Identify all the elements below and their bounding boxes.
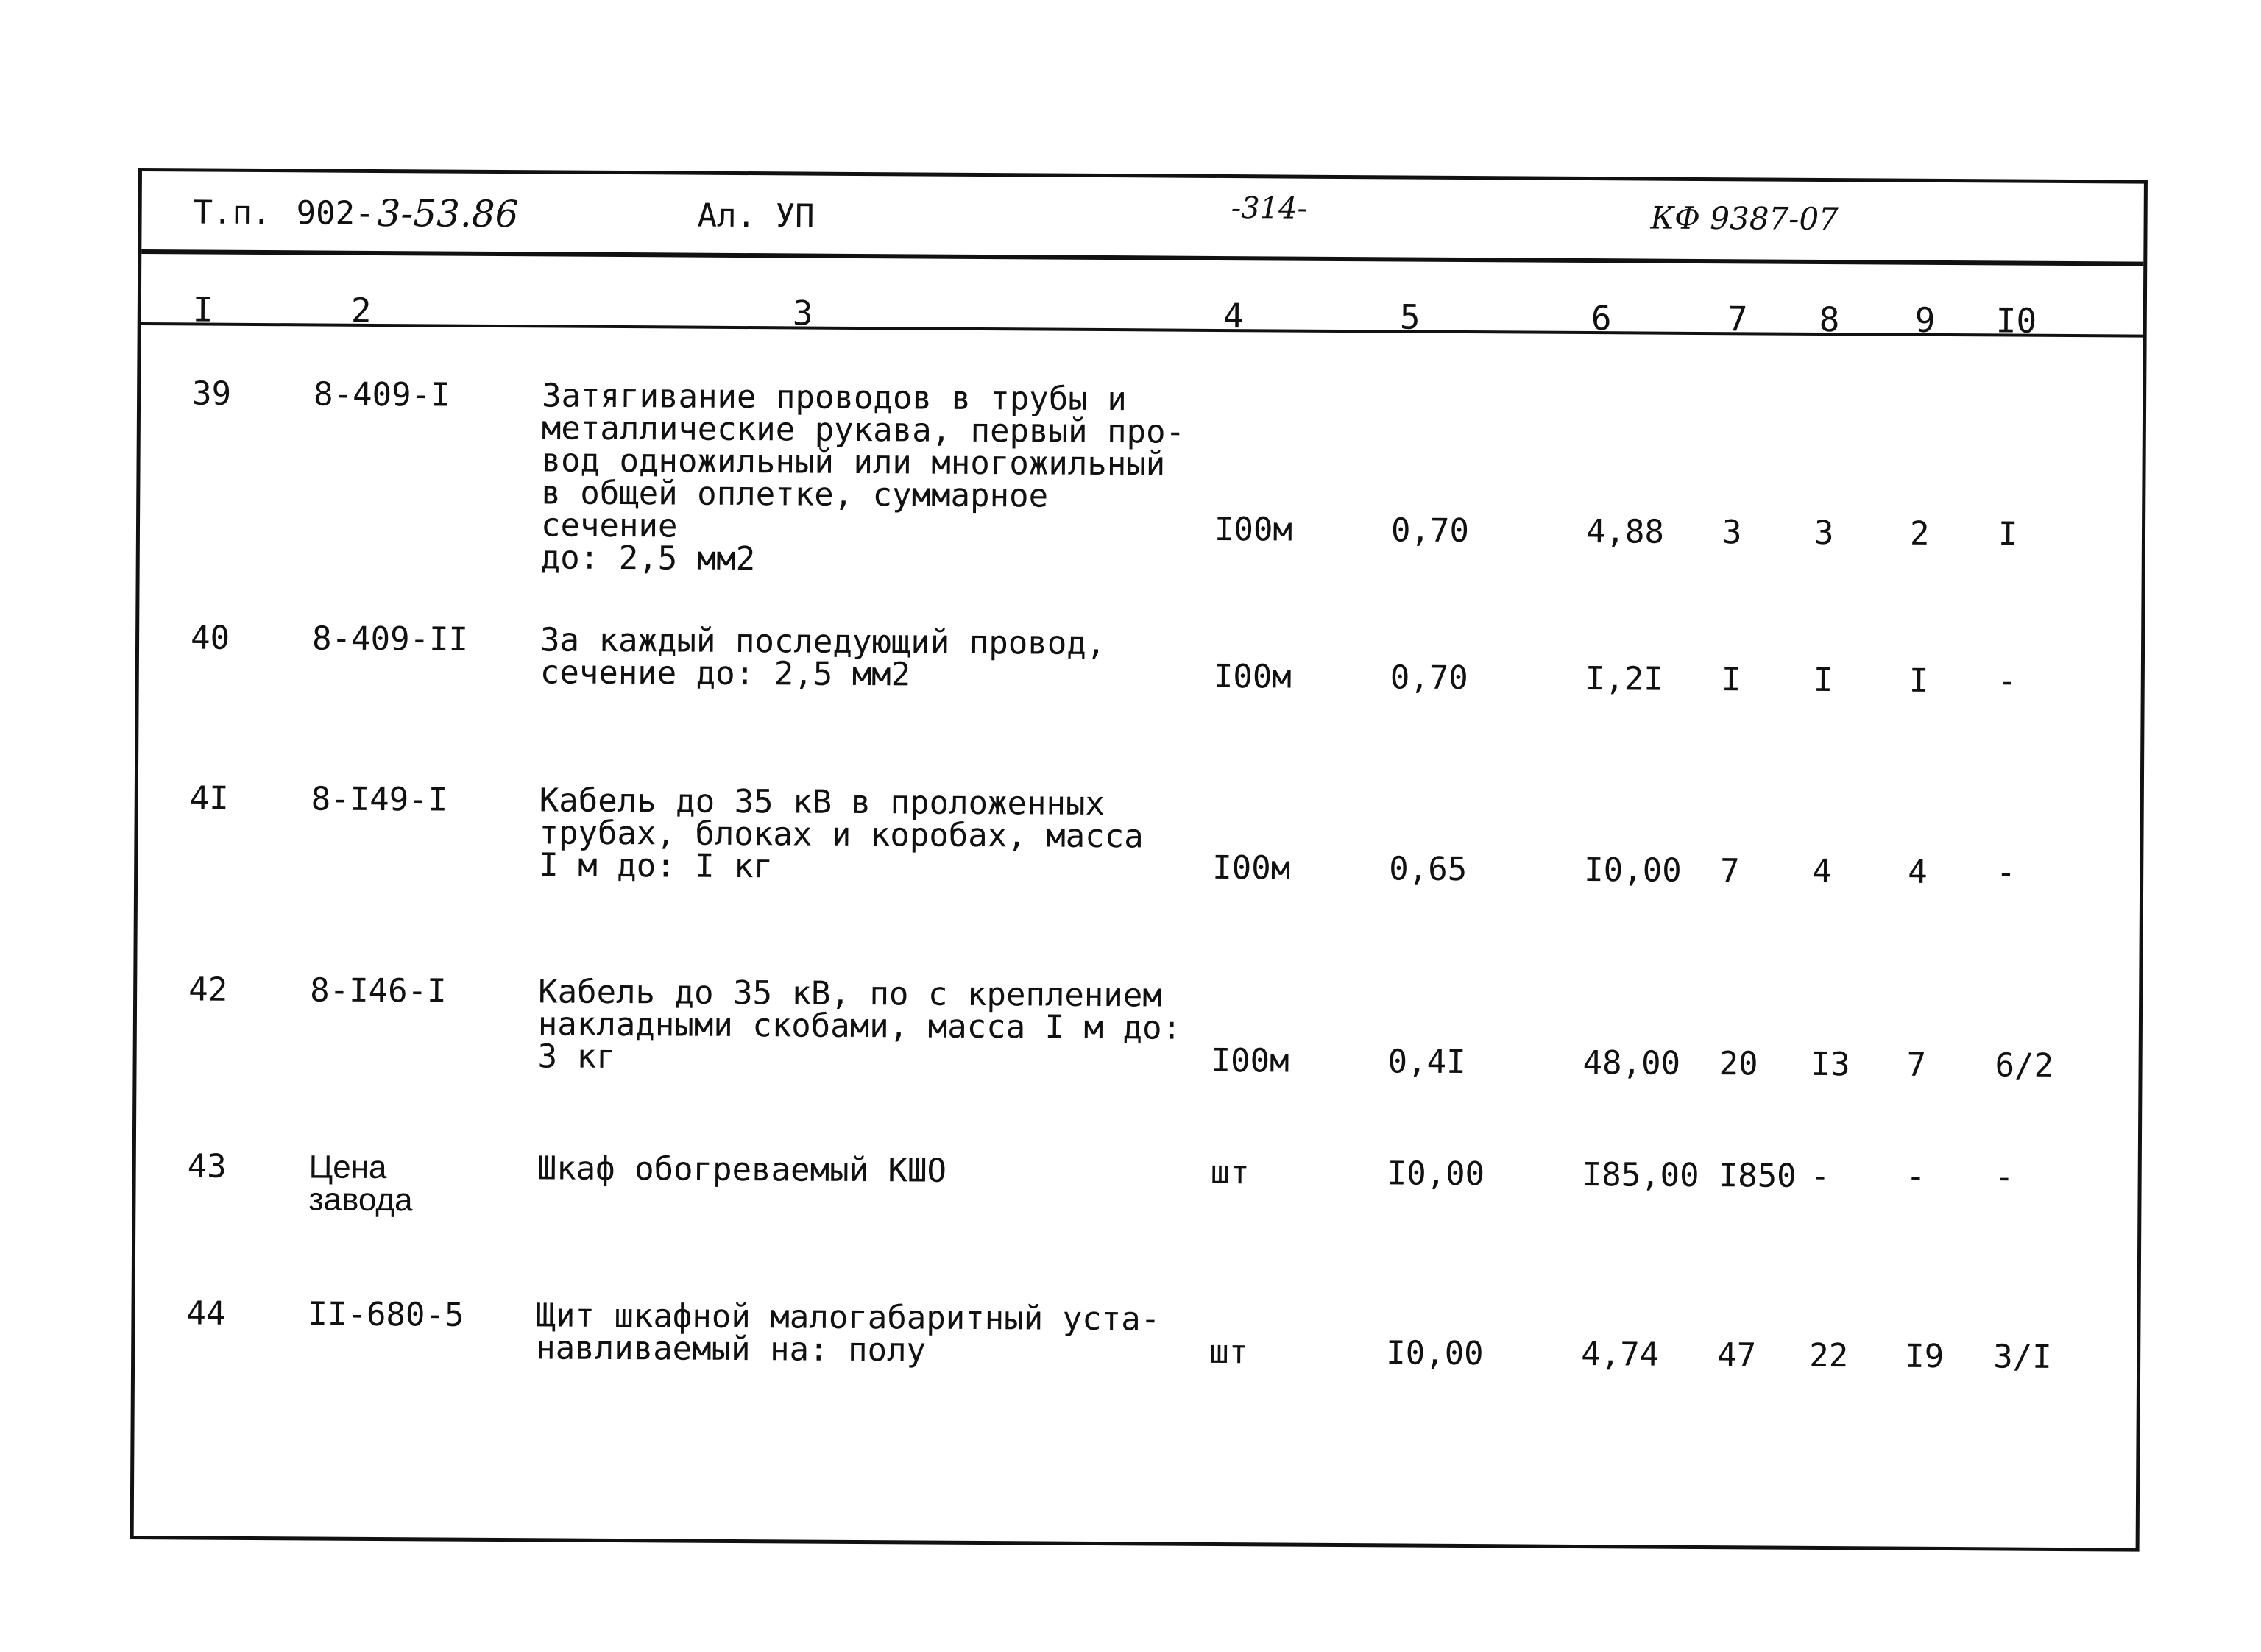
- table-row: [136, 1147, 2138, 1219]
- description-line: сечение до: 2,5 мм2: [539, 653, 911, 694]
- column-number: 2: [350, 290, 372, 330]
- row-code: [308, 1149, 413, 1219]
- description-line: Кабель до 35 кВ, по с креплением: [538, 973, 1162, 1015]
- row-unit: шт: [1209, 1333, 1249, 1372]
- row-code-line: 8-409-I: [313, 375, 450, 414]
- row-number: 42: [188, 971, 228, 1009]
- table-row: [135, 1294, 2137, 1376]
- row-col8: I: [1813, 661, 1833, 700]
- description-line: Шкаф обогреваемый КШО: [537, 1149, 947, 1190]
- row-col7: 20: [1719, 1045, 1758, 1083]
- row-number: 43: [187, 1147, 227, 1185]
- description-line: в общей оплетке, суммарное сечение: [540, 474, 1049, 545]
- doc-number: 902-: [296, 194, 375, 233]
- row-code-line: 8-I49-I: [311, 780, 448, 819]
- row-quantity: 0,65: [1389, 850, 1468, 889]
- row-price: I85,00: [1582, 1156, 1699, 1194]
- page-number-handwritten: -314-: [1231, 191, 1308, 226]
- row-code-line: II-680-5: [308, 1295, 464, 1334]
- row-col8: I3: [1811, 1045, 1850, 1084]
- description-line: 3 кг: [537, 1038, 616, 1076]
- doc-prefix: Т.п.: [193, 194, 272, 233]
- row-description: [539, 621, 1203, 694]
- description-line: трубах, блоках и коробах, масса: [539, 814, 1144, 856]
- row-unit: I00м: [1211, 1041, 1289, 1080]
- row-col8: 3: [1814, 514, 1834, 553]
- description-line: навливаемый на: полу: [536, 1329, 927, 1369]
- table-row: [141, 375, 2143, 578]
- column-number: 9: [1914, 299, 1936, 340]
- row-col8: 4: [1812, 852, 1832, 891]
- row-price: 48,00: [1582, 1044, 1681, 1082]
- row-description: [540, 377, 1205, 578]
- row-code: [310, 971, 447, 1010]
- row-quantity: 0,70: [1390, 659, 1468, 698]
- row-description: [537, 1149, 1200, 1190]
- row-code-line: Цена: [308, 1149, 387, 1186]
- description-line: Щит шкафной малогабаритный уста-: [536, 1297, 1161, 1339]
- document-frame: [130, 168, 2148, 1552]
- row-description: [537, 973, 1200, 1077]
- row-code: [311, 620, 469, 659]
- description-line: вод одножильный или многожильный: [541, 442, 1166, 483]
- row-quantity: 0,70: [1390, 511, 1470, 550]
- column-number: 6: [1591, 298, 1612, 338]
- column-number: 4: [1223, 296, 1244, 336]
- description-line: металлические рукава, первый про-: [541, 409, 1186, 451]
- row-col10: I: [1998, 515, 2018, 553]
- description-line: накладными скобами, масса I м до:: [537, 1005, 1182, 1047]
- row-description: [536, 1297, 1199, 1369]
- row-col7: 47: [1717, 1336, 1757, 1375]
- row-price: I0,00: [1584, 851, 1682, 890]
- row-col10: -: [1996, 854, 2016, 892]
- column-number: 8: [1819, 299, 1840, 340]
- row-price: 4,74: [1581, 1336, 1660, 1374]
- row-col10: 3/I: [1993, 1338, 2052, 1376]
- row-code-line: завода: [308, 1181, 413, 1219]
- row-col7: 3: [1722, 514, 1742, 552]
- description-line: Затягивание проводов в трубы и: [541, 377, 1127, 419]
- row-code: [311, 780, 448, 819]
- row-quantity: 0,4I: [1387, 1043, 1466, 1082]
- column-number: 7: [1727, 299, 1748, 339]
- row-price: I,2I: [1585, 660, 1663, 698]
- row-col9: I9: [1905, 1337, 1945, 1376]
- row-code-line: 8-I46-I: [310, 971, 447, 1010]
- row-col7: I850: [1718, 1157, 1797, 1195]
- row-col9: I: [1908, 662, 1929, 700]
- column-number: I0: [1995, 300, 2037, 341]
- row-col9: 2: [1909, 514, 1930, 553]
- row-number: 44: [186, 1294, 226, 1333]
- row-col7: I: [1721, 661, 1741, 699]
- row-quantity: I0,00: [1387, 1155, 1485, 1194]
- row-unit: I00м: [1213, 657, 1292, 696]
- description-line: I м до: I кг: [539, 846, 774, 886]
- row-col9: -: [1906, 1158, 1926, 1196]
- row-col9: 4: [1908, 853, 1928, 891]
- description-line: Кабель до 35 кВ в проложенных: [539, 781, 1105, 823]
- row-code: [313, 375, 450, 414]
- row-col10: 6/2: [1995, 1046, 2054, 1085]
- row-code-line: 8-409-II: [311, 620, 469, 659]
- table-row: [138, 779, 2140, 892]
- row-code: [308, 1295, 464, 1334]
- row-col9: 7: [1906, 1046, 1927, 1084]
- row-col8: 22: [1809, 1336, 1849, 1375]
- description-line: до: 2,5 мм2: [540, 539, 756, 578]
- row-number: 39: [191, 375, 232, 413]
- archive-code-handwritten: КФ 9387-07: [1650, 199, 1839, 238]
- row-col10: -: [1997, 662, 2017, 701]
- table-row: [137, 971, 2139, 1085]
- column-number: 3: [792, 293, 813, 333]
- row-description: [539, 781, 1202, 886]
- row-col7: 7: [1720, 852, 1740, 890]
- column-number: 5: [1399, 297, 1420, 337]
- row-number: 40: [190, 619, 230, 657]
- row-unit: I00м: [1214, 510, 1293, 549]
- description-line: За каждый последующий провод,: [539, 621, 1106, 663]
- row-unit: шт: [1210, 1153, 1250, 1192]
- row-unit: I00м: [1212, 848, 1291, 887]
- row-number: 4I: [189, 779, 229, 818]
- row-quantity: I0,00: [1386, 1334, 1484, 1373]
- row-price: 4,88: [1585, 513, 1665, 551]
- column-number: I: [192, 289, 213, 330]
- table-row: [139, 619, 2141, 701]
- row-col8: -: [1810, 1157, 1830, 1196]
- doc-number-handwritten: 3-53.86: [377, 191, 519, 236]
- album-label: Ал. УП: [697, 196, 815, 235]
- row-col10: -: [1994, 1158, 2014, 1197]
